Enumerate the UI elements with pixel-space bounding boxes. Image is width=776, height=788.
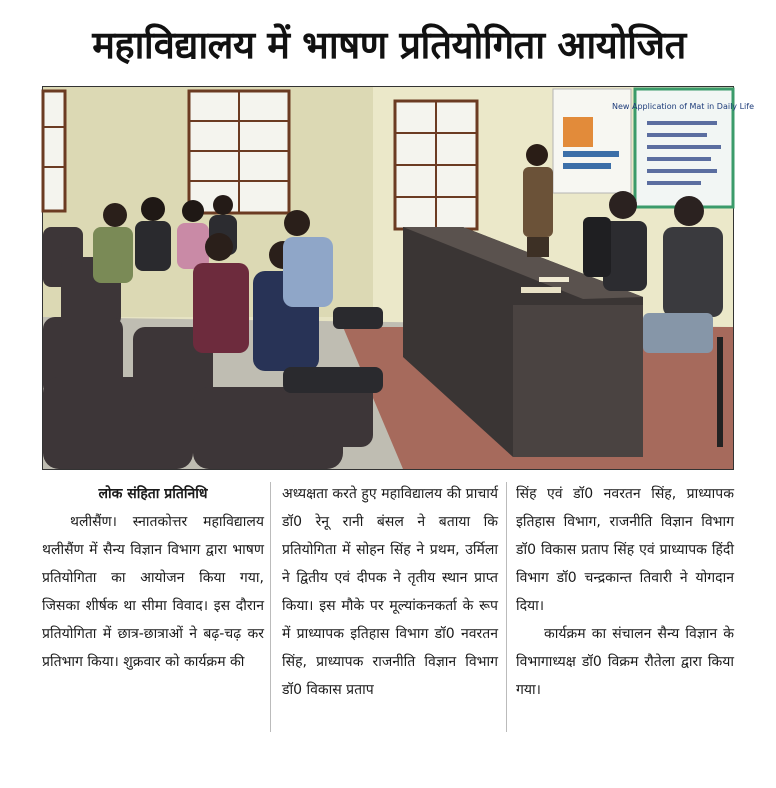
column-divider xyxy=(506,482,507,732)
article-column-3 xyxy=(516,480,734,704)
article-column-1 xyxy=(42,480,264,676)
article-paragraph: कार्यक्रम का संचालन सैन्य विज्ञान के विभागाध्यक्ष डॉ0 विक्रम रौतेला द्वारा किया गया। xyxy=(516,626,734,698)
banner-text: New Application of Mat in Daily Life xyxy=(611,102,755,111)
byline: लोक संहिता प्रतिनिधि xyxy=(98,486,208,502)
headline: महाविद्यालय में भाषण प्रतियोगिता आयोजित xyxy=(92,23,686,67)
article-paragraph: सिंह एवं डॉ0 नवरतन सिंह, प्राध्यापक इतिहास विभाग, राजनीति विज्ञान विभाग डॉ0 विकास प्रताप सिंह एवं प्राध्यापक हिंदी विभाग डॉ0 चन्द्रकान्त तिवारी ने योगदान दिया। xyxy=(516,486,734,614)
article-column-2 xyxy=(282,480,498,704)
article-paragraph: थलीसैंण। स्नातकोत्तर महाविद्यालय थलीसैंण में सैन्य विज्ञान विभाग द्वारा भाषण प्रतियोगिता का आयोजन किया गया, जिसका शीर्षक था सीमा विवाद। इस दौरान प्रतियोगिता में छात्र-छात्राओं ने बढ़-चढ़ कर प्रतिभाग किया। शुक्रवार को कार्यक्रम की xyxy=(42,514,264,670)
event-photo xyxy=(42,86,755,470)
column-divider xyxy=(270,482,271,732)
article-paragraph: अध्यक्षता करते हुए महाविद्यालय की प्राचार्य डॉ0 रेनू रानी बंसल ने बताया कि प्रतियोगिता में सोहन सिंह ने प्रथम, उर्मिला ने द्वितीय एवं दीपक ने तृतीय स्थान प्राप्त किया। इस मौके पर मूल्यांकनकर्ता के रूप में प्राध्यापक इतिहास विभाग डॉ0 नवरतन सिंह, प्राध्यापक राजनीति विज्ञान विभाग डॉ0 विकास प्रताप xyxy=(282,486,498,698)
